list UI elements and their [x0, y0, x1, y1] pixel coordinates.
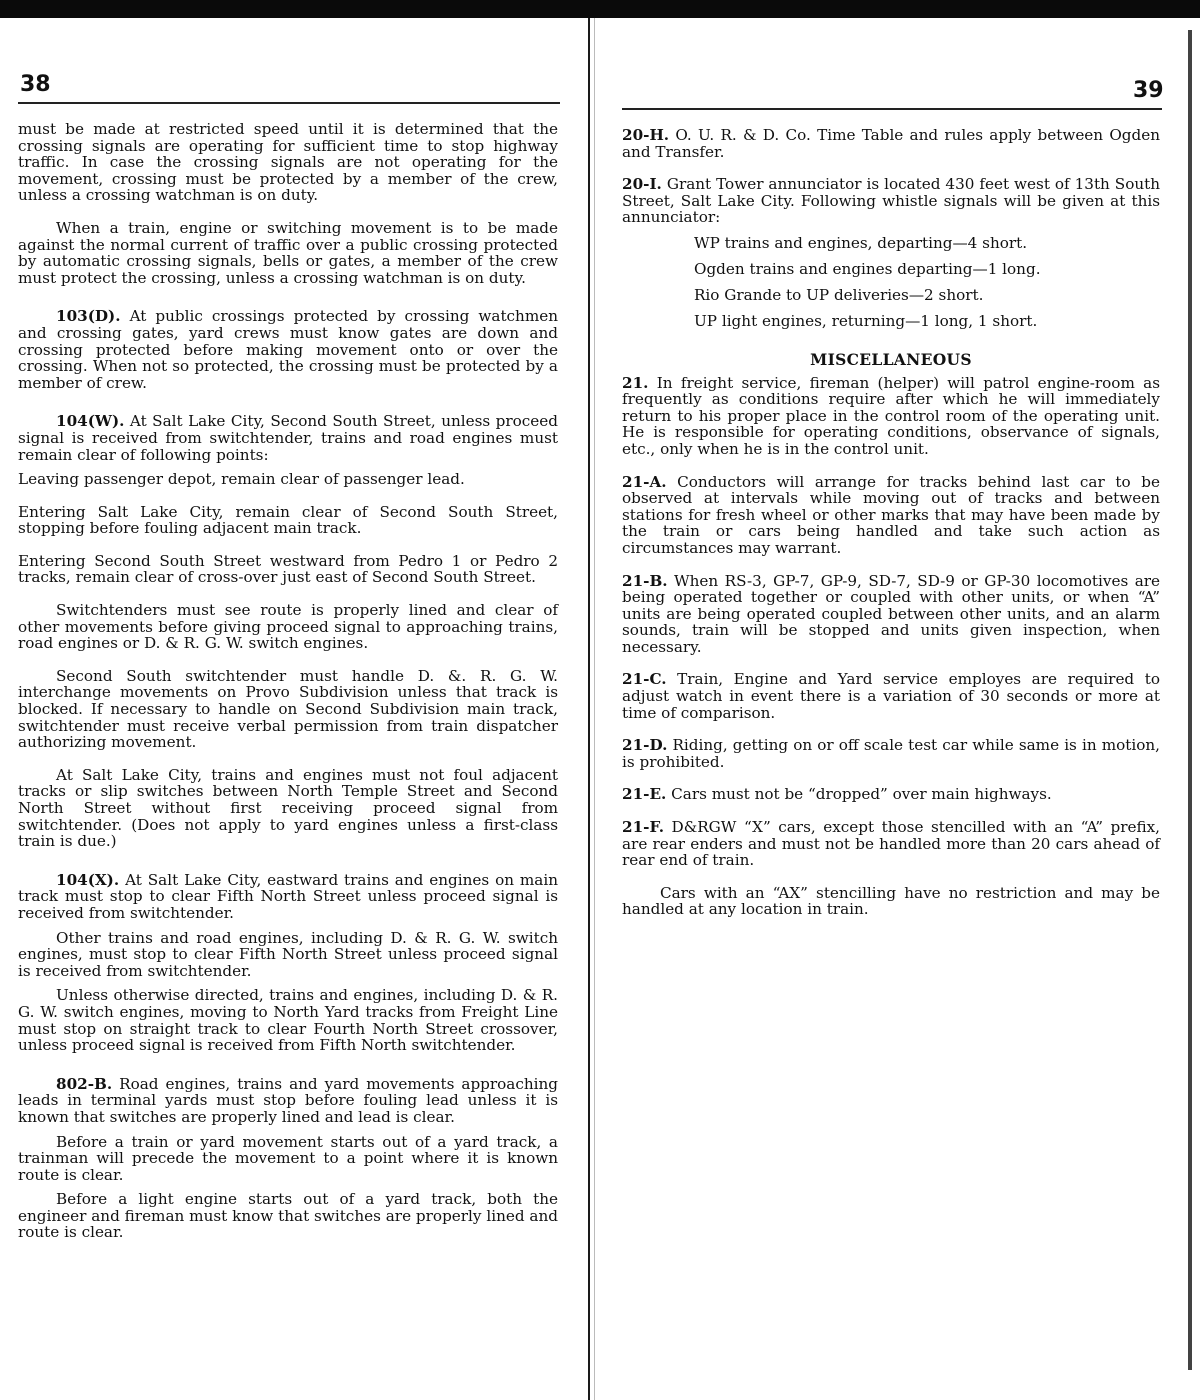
book-spine [588, 18, 590, 1400]
rule-label: 802-B. [56, 1074, 113, 1093]
rule-text: Grant Tower annunciator is located 430 feet west of 13th South Street, Salt Lake City. Following whistle signals will be given at this annunciator: [622, 175, 1161, 227]
rule-text: When RS-3, GP-7, GP-9, SD-7, SD-9 or GP-30 locomotives are being operated together or coupled with other units, or when “A” units are being operated coupled between other units, and an alarm sounds, train will be stopped and units given inspection, when necessary. [622, 571, 1160, 656]
rule-21c [622, 671, 1160, 721]
rule-text: O. U. R. & D. Co. Time Table and rules apply between Ogden and Transfer. [622, 126, 1161, 161]
rule-text: Train, Engine and Yard service employes are required to adjust watch in event there is a variation of 30 seconds or more at time of comparison. [622, 670, 1160, 722]
rule-label: 103(D). [56, 307, 121, 326]
rule-label: 21-F. [622, 818, 664, 837]
paragraph: must be made at restricted speed until it is determined that the crossing signals are operating for sufficient time to stop highway traffic. In case the crossing signals are not operating for the movement, crossing must be protected by a member of the crew, unless a crossing watchman is on duty. [18, 120, 558, 205]
rule-text: Conductors will arrange for tracks behind last car to be observed at intervals while moving out of tracks and between stations for fresh wheel or other marks that may have been made by the train or cars being handled and take such action as circumstances may warrant. [622, 472, 1160, 557]
rule-text: At public crossings protected by crossing watchmen and crossing gates, yard crews must know gates are down and crossing protected before making movement onto or over the crossing. When not so protected, the crossing must be protected by a member of crew. [18, 307, 559, 392]
clearance-point: Entering Salt Lake City, remain clear of Second South Street, stopping before fouling adjacent main track. [18, 502, 558, 538]
rule-104w [18, 413, 558, 463]
paragraph: Before a light engine starts out of a yard track, both the engineer and fireman must know that switches are properly lined and route is clear. [18, 1190, 558, 1242]
clearance-point: Entering Second South Street westward from Pedro 1 or Pedro 2 tracks, remain clear of cross-over just east of Second South Street. [18, 551, 558, 587]
page-number-left: 38 [20, 72, 51, 97]
paragraph: Unless otherwise directed, trains and engines, including D. & R. G. W. switch engines, moving to North Yard tracks from Freight Line must stop on straight track to clear Fourth North Street crossover, unless proceed signal is received from Fifth North switchtender. [18, 986, 558, 1055]
rule-label: 20-H. [622, 126, 670, 144]
page-number-right: 39 [1133, 78, 1164, 103]
paragraph: Switchtenders must see route is properly lined and clear of other movements before giving proceed signal to approaching trains, road engines or D. & R. G. W. switch engines. [18, 601, 558, 653]
rule-label: 104(W). [56, 412, 125, 431]
rule-label: 21. [622, 373, 649, 392]
rule-21a [622, 474, 1160, 557]
header-rule-left [18, 102, 560, 104]
rule-label: 21-A. [622, 472, 667, 491]
rule-text: D&RGW “X” cars, except those stencilled with an “A” prefix, are rear enders and must not be handled more than 20 cars ahead of rear end of train. [622, 818, 1160, 870]
rule-label: 21-B. [622, 571, 668, 590]
paragraph: Other trains and road engines, including D. & R. G. W. switch engines, must stop to clear Fifth North Street unless proceed signal is received from switchtender. [18, 928, 558, 980]
closing-paragraph: Cars with an “AX” stencilling have no restriction and may be handled at any location in train. [622, 883, 1160, 919]
rule-103d [18, 308, 558, 391]
rule-21b [622, 573, 1160, 656]
whistle-signal: WP trains and engines, departing—4 short. [694, 233, 1028, 252]
rule-20i [622, 176, 1160, 226]
rule-104x [18, 872, 558, 922]
rule-text: In freight service, fireman (helper) will patrol engine-room as frequently as conditions require after which he will immediately return to his proper place in the control room of the operating unit. He is responsible for operating conditions, observance of signals, etc., only when he is in the control unit. [622, 373, 1161, 458]
whistle-signal: Ogden trains and engines departing—1 long. [694, 259, 1041, 278]
section-heading: MISCELLANEOUS [810, 349, 972, 369]
header-rule-right [622, 108, 1162, 110]
whistle-signal: UP light engines, returning—1 long, 1 short. [694, 311, 1038, 330]
rule-label: 21-D. [622, 736, 668, 755]
rule-label: 21-E. [622, 785, 667, 804]
whistle-signal: Rio Grande to UP deliveries—2 short. [694, 285, 984, 304]
clearance-point: Leaving passenger depot, remain clear of passenger lead. [18, 470, 465, 489]
binding-top-edge [0, 0, 1200, 18]
rule-21f [622, 819, 1160, 869]
left-column [18, 121, 558, 1249]
rule-label: 20-I. [622, 175, 662, 194]
rule-label: 104(X). [56, 870, 120, 889]
paragraph: At Salt Lake City, trains and engines must not foul adjacent tracks or slip switches between North Temple Street and Second North Street without first receiving proceed signal from switchtender. (Does not apply to yard engines unless a first-class train is due.) [18, 765, 558, 851]
paragraph: When a train, engine or switching movement is to be made against the normal current of traffic over a public crossing protected by automatic crossing signals, bells or gates, a member of the crew must protect the crossing, unless a crossing watchman is on duty. [18, 218, 558, 287]
rule-20h [622, 127, 1160, 160]
rule-21d [622, 737, 1160, 770]
rule-21 [622, 375, 1160, 458]
rule-text: Riding, getting on or off scale test car while same is in motion, is prohibited. [622, 736, 1160, 771]
rule-text: Road engines, trains and yard movements approaching leads in terminal yards must stop before fouling lead unless it is known that switches are properly lined and lead is clear. [18, 1074, 559, 1126]
rule-text: At Salt Lake City, eastward trains and engines on main track must stop to clear Fifth North Street unless proceed signal is received from switchtender. [18, 870, 558, 922]
right-column [622, 127, 1160, 934]
paragraph: Before a train or yard movement starts out of a yard track, a trainman will precede the movement to a point where it is known route is clear. [18, 1132, 558, 1184]
rule-21e [622, 786, 1160, 803]
rule-label: 21-C. [622, 670, 667, 689]
book-spine-shadow [594, 18, 595, 1400]
page-edge-right [1188, 30, 1192, 1370]
rule-text: Cars must not be “dropped” over main highways. [671, 785, 1052, 804]
paragraph: Second South switchtender must handle D. &. R. G. W. interchange movements on Provo Subdivision unless that track is blocked. If necessary to handle on Second Subdivision main track, switchtender must receive verbal permission from train dispatcher authorizing movement. [18, 666, 558, 752]
rule-text: At Salt Lake City, Second South Street, unless proceed signal is received from switchtender, trains and road engines must remain clear of following points: [18, 412, 559, 464]
rule-802b [18, 1076, 558, 1126]
